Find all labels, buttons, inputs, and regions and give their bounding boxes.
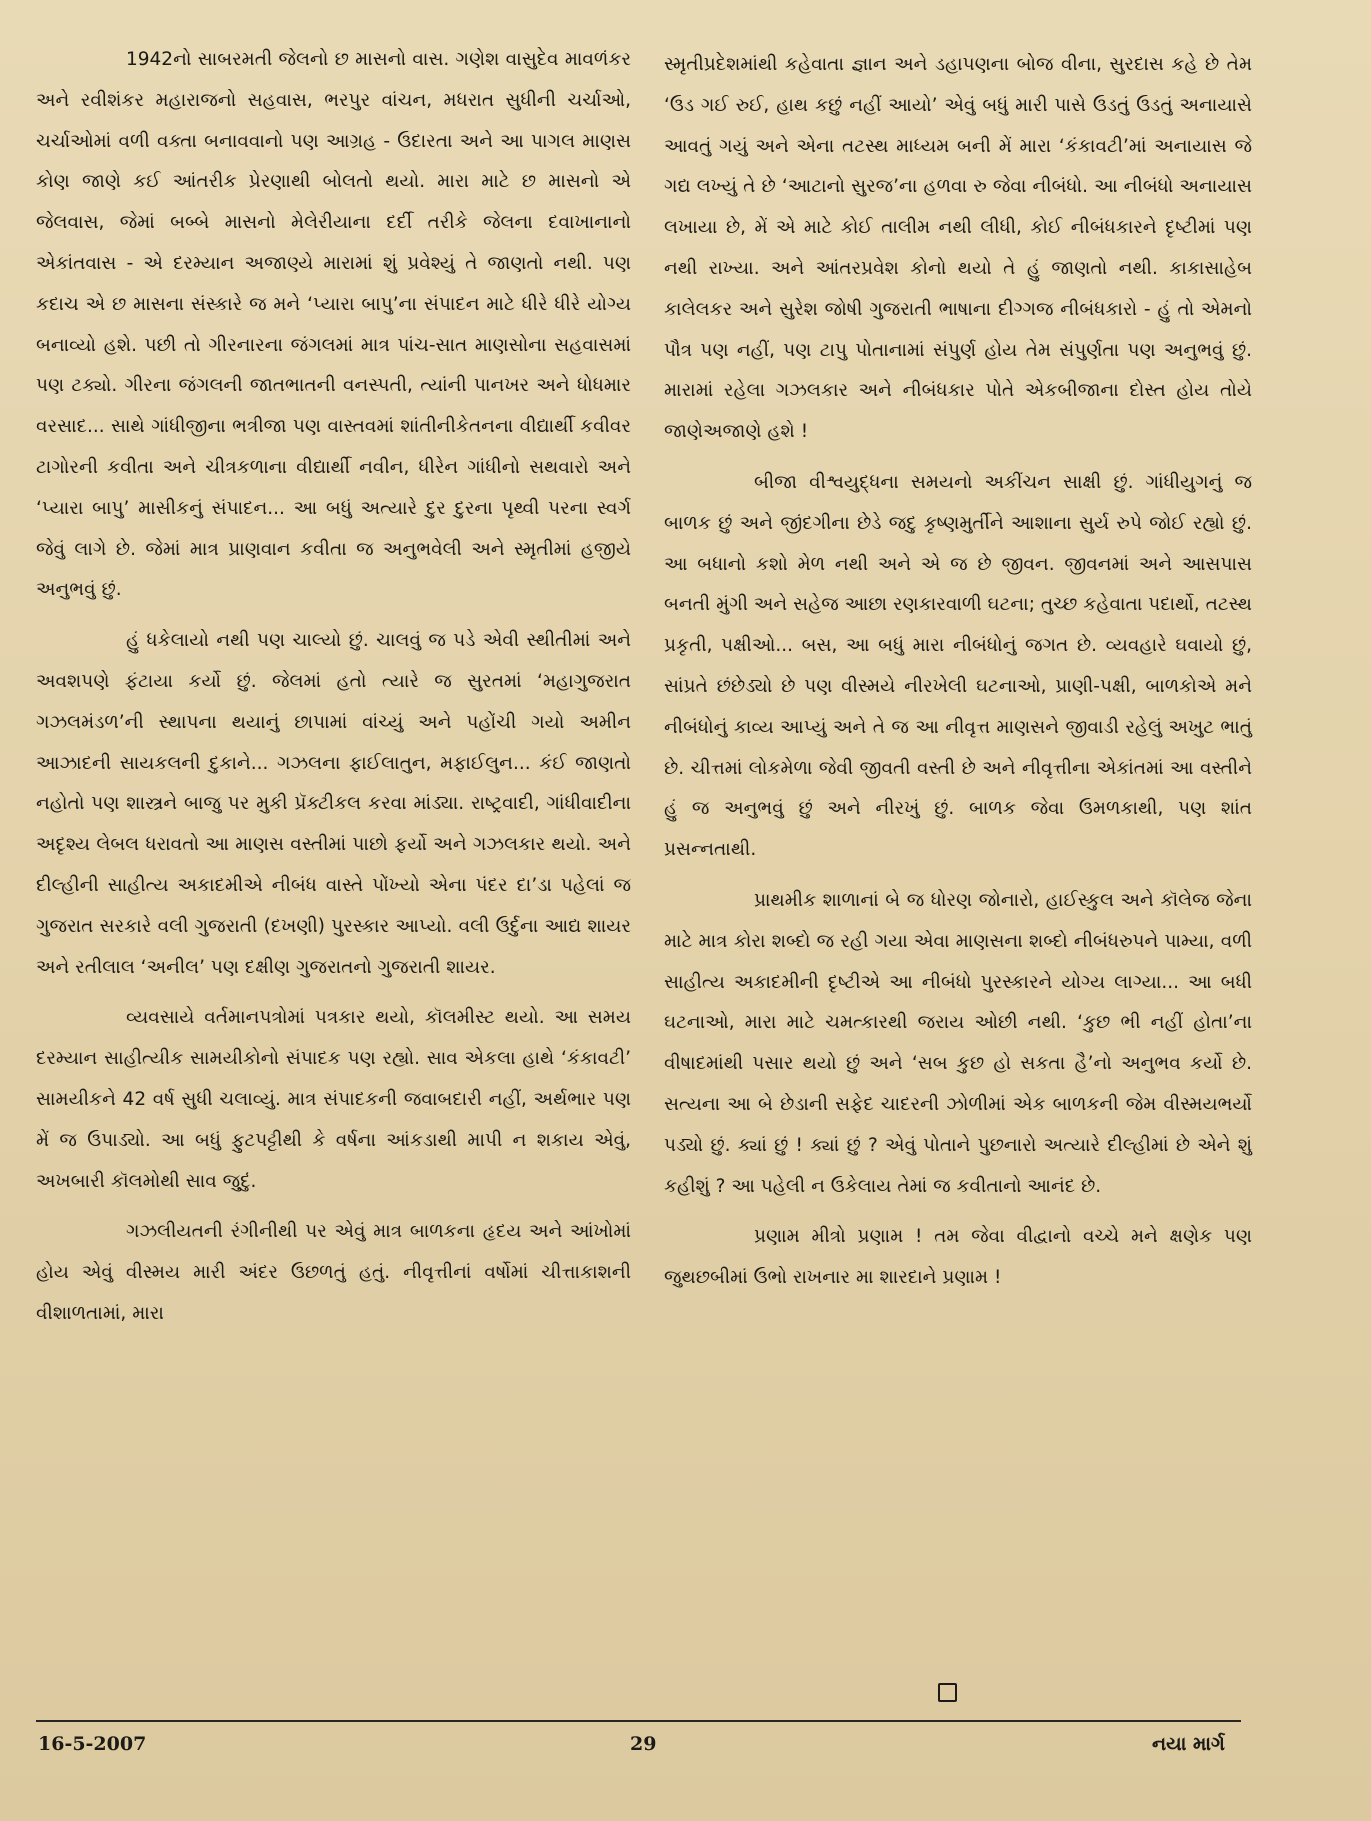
paragraph: હું ધકેલાયો નથી પણ ચાલ્યો છું. ચાલવું જ પડે એવી સ્થીતીમાં અને અવશપણે ફંટાયા કર્યો છું. જેલમાં હતો ત્યારે જ સુરતમાં ‘મહાગુજરાત ગઝલમંડળ’ની સ્થાપના થયાનું છાપામાં વાંચ્યું અને પહોંચી ગયો અમીન આઝાદની સાયકલની દુકાને... ગઝલના ફાઈલાતુન, મફાઈલુન... કંઈ જાણતો નહોતો પણ શાસ્ત્રને બાજુ પર મુકી પ્રૅક્ટીકલ કરવા માંડ્યા. રાષ્ટ્રવાદી, ગાંધીવાદીના અદૃશ્ય લેબલ ધરાવતો આ માણસ વસ્તીમાં પાછો ફર્યો અને ગઝલકાર થયો. અને દીલ્હીની સાહીત્ય અકાદમીએ નીબંધ વાસ્તે પોંખ્યો એના પંદર દા’ડા પહેલાં જ ગુજરાત સરકારે વલી ગુજરાતી (દખણી) પુરસ્કાર આપ્યો. વલી ઉર્દુના આદ્ય શાયર અને રતીલાલ ‘અનીલ’ પણ દક્ષીણ ગુજરાતનો ગુજરાતી શાયર.	[36, 630, 631, 978]
paragraph: પ્રાથમીક શાળાનાં બે જ ધોરણ જોનારો, હાઈસ્કુલ અને કૉલેજ જેના માટે માત્ર કોરા શબ્દો જ રહી ગયા એવા માણસના શબ્દો નીબંધરુપને પામ્યા, વળી સાહીત્ય અકાદમીની દૃષ્ટીએ આ નીબંધો પુરસ્કારને યોગ્ય લાગ્યા... આ બધી ઘટનાઓ, મારા માટે ચમત્કારથી જરાય ઓછી નથી. ‘કુછ ભી નહીં હોતા’ના વીષાદમાંથી પસાર થયો છું અને ‘સબ કુછ હો સકતા હૈ’નો અનુભવ કર્યો છે. સત્યના આ બે છેડાની સફેદ ચાદરની ઝોળીમાં એક બાળકની જેમ વીસ્મયભર્યો પડ્યો છું. ક્યાં છું ! ક્યાં છું ? એવું પોતાને પુછનારો અત્યારે દીલ્હીમાં છે એને શું કહીશું ? આ પહેલી ન ઉકેલાય તેમાં જ કવીતાનો આનંદ છે.	[664, 889, 1252, 1197]
end-of-article-square-icon	[938, 1683, 957, 1702]
page-number: 29	[630, 1733, 657, 1755]
paragraph: વ્યવસાયે વર્તમાનપત્રોમાં પત્રકાર થયો, કૉલમીસ્ટ થયો. આ સમય દરમ્યાન સાહીત્યીક સામયીકોનો સંપાદક પણ રહ્યો. સાવ એકલા હાથે ‘કંકાવટી’ સામયીકને 42 વર્ષ સુધી ચલાવ્યું. માત્ર સંપાદકની જવાબદારી નહીં, અર્થભાર પણ મેં જ ઉપાડ્યો. આ બધું ફુટપટ્ટીથી કે વર્ષના આંકડાથી માપી ન શકાય એવું, અખબારી કૉલમોથી સાવ જુદું.	[36, 1007, 631, 1192]
left-column	[36, 40, 631, 1335]
paragraph: પ્રણામ મીત્રો પ્રણામ ! તમ જેવા વીદ્વાનો વચ્ચે મને ક્ષણેક પણ જુથછબીમાં ઉભો રાખનાર મા શારદાને પ્રણામ !	[664, 1226, 1252, 1289]
paragraph: 1942નો સાબરમતી જેલનો છ માસનો વાસ. ગણેશ વાસુદેવ માવળંકર અને રવીશંકર મહારાજનો સહવાસ, ભરપુર વાંચન, મધરાત સુધીની ચર્ચાઓ, ચર્ચાઓમાં વળી વક્તા બનાવવાનો પણ આગ્રહ - ઉદારતા અને આ પાગલ માણસ કોણ જાણે કઈ આંતરીક પ્રેરણાથી બોલતો થયો. મારા માટે છ માસનો એ જેલવાસ, જેમાં બબ્બે માસનો મેલેરીયાના દર્દી તરીકે જેલના દવાખાનાનો એકાંતવાસ - એ દરમ્યાન અજાણ્યે મારામાં શું પ્રવેશ્યું તે જાણતો નથી. પણ કદાચ એ છ માસના સંસ્કારે જ મને ‘પ્યારા બાપુ’ના સંપાદન માટે ધીરે ધીરે યોગ્ય બનાવ્યો હશે. પછી તો ગીરનારના જંગલમાં માત્ર પાંચ-સાત માણસોના સહવાસમાં પણ ટક્યો. ગીરના જંગલની જાતભાતની વનસ્પતી, ત્યાંની પાનખર અને ધોધમાર વરસાદ... સાથે ગાંધીજીના ભત્રીજા પણ વાસ્તવમાં શાંતીનીકેતનના વીદ્યાર્થી કવીવર ટાગોરની કવીતા અને ચીત્રકળાના વીદ્યાર્થી નવીન, ધીરેન ગાંધીનો સથવારો અને ‘પ્યારા બાપુ’ માસીકનું સંપાદન... આ બધું અત્યારે દુર દુરના પૃથ્વી પરના સ્વર્ગ જેવું લાગે છે. જેમાં માત્ર પ્રાણવાન કવીતા જ અનુભવેલી અને સ્મૃતીમાં હજીયે અનુભવું છું.	[36, 49, 631, 601]
journal-name: નયા માર્ગ	[1152, 1733, 1225, 1755]
paragraph: બીજા વીશ્વયુદ્ધના સમયનો અકીંચન સાક્ષી છું. ગાંધીયુગનું જ બાળક છું અને જીંદગીના છેડે જદુ કૃષ્ણમુર્તીને આશાના સુર્ય રુપે જોઈ રહ્યો છું. આ બધાનો કશો મેળ નથી અને એ જ છે જીવન. જીવનમાં અને આસપાસ બનતી મુંગી અને સહેજ આછા રણકારવાળી ઘટના; તુચ્છ કહેવાતા પદાર્થો, તટસ્થ પ્રકૃતી, પક્ષીઓ... બસ, આ બધું મારા નીબંધોનું જગત છે. વ્યવહારે ઘવાયો છું, સાંપ્રતે છંછેડ્યો છે પણ વીસ્મયે નીરખેલી ઘટનાઓ, પ્રાણી-પક્ષી, બાળકોએ મને નીબંધોનું કાવ્ય આપ્યું અને તે જ આ નીવૃત્ત માણસને જીવાડી રહેલું અખુટ ભાતું છે. ચીત્તમાં લોકમેળા જેવી જીવતી વસ્તી છે અને નીવૃત્તીના એકાંતમાં આ વસ્તીને હું જ અનુભવું છું અને નીરખું છું. બાળક જેવા ઉમળકાથી, પણ શાંત પ્રસન્નતાથી.	[664, 471, 1252, 861]
footer-rule	[36, 1720, 1241, 1722]
paragraph-continued: સ્મૃતીપ્રદેશમાંથી કહેવાતા જ્ઞાન અને ડહાપણના બોજ વીના, સુરદાસ કહે છે તેમ ‘ઉડ ગઈ રુઈ, હાથ કછું નહીં આયો’ એવું બધું મારી પાસે ઉડતું ઉડતું અનાયાસે આવતું ગયું અને એના તટસ્થ માધ્યમ બની મેં મારા ‘કંકાવટી’માં અનાયાસ જે ગદ્ય લખ્યું તે છે ‘આટાનો સુરજ’ના હળવા રુ જેવા નીબંધો. આ નીબંધો અનાયાસ લખાયા છે, મેં એ માટે કોઈ તાલીમ નથી લીધી, કોઈ નીબંધકારને દૃષ્ટીમાં પણ નથી રાખ્યા. અને આંતરપ્રવેશ કોનો થયો તે હું જાણતો નથી. કાકાસાહેબ કાલેલકર અને સુરેશ જોષી ગુજરાતી ભાષાના દીગ્ગજ નીબંધકારો - હું તો એમનો પૌત્ર પણ નહીં, પણ ટાપુ પોતાનામાં સંપુર્ણ હોય તેમ સંપુર્ણતા પણ અનુભવું છું. મારામાં રહેલા ગઝલકાર અને નીબંધકાર પોતે એકબીજાના દોસ્ત હોય તોયે જાણેઅજાણે હશે !	[664, 54, 1252, 443]
paragraph: ગઝલીયતની રંગીનીથી પર એવું માત્ર બાળકના હૃદય અને આંખોમાં હોય એવું વીસ્મય મારી અંદર ઉછળતું હતું. નીવૃત્તીનાં વર્ષોમાં ચીત્તાકાશની વીશાળતામાં, મારા	[36, 1221, 631, 1324]
footer-date: 16-5-2007	[38, 1733, 147, 1755]
right-column	[664, 45, 1252, 1299]
